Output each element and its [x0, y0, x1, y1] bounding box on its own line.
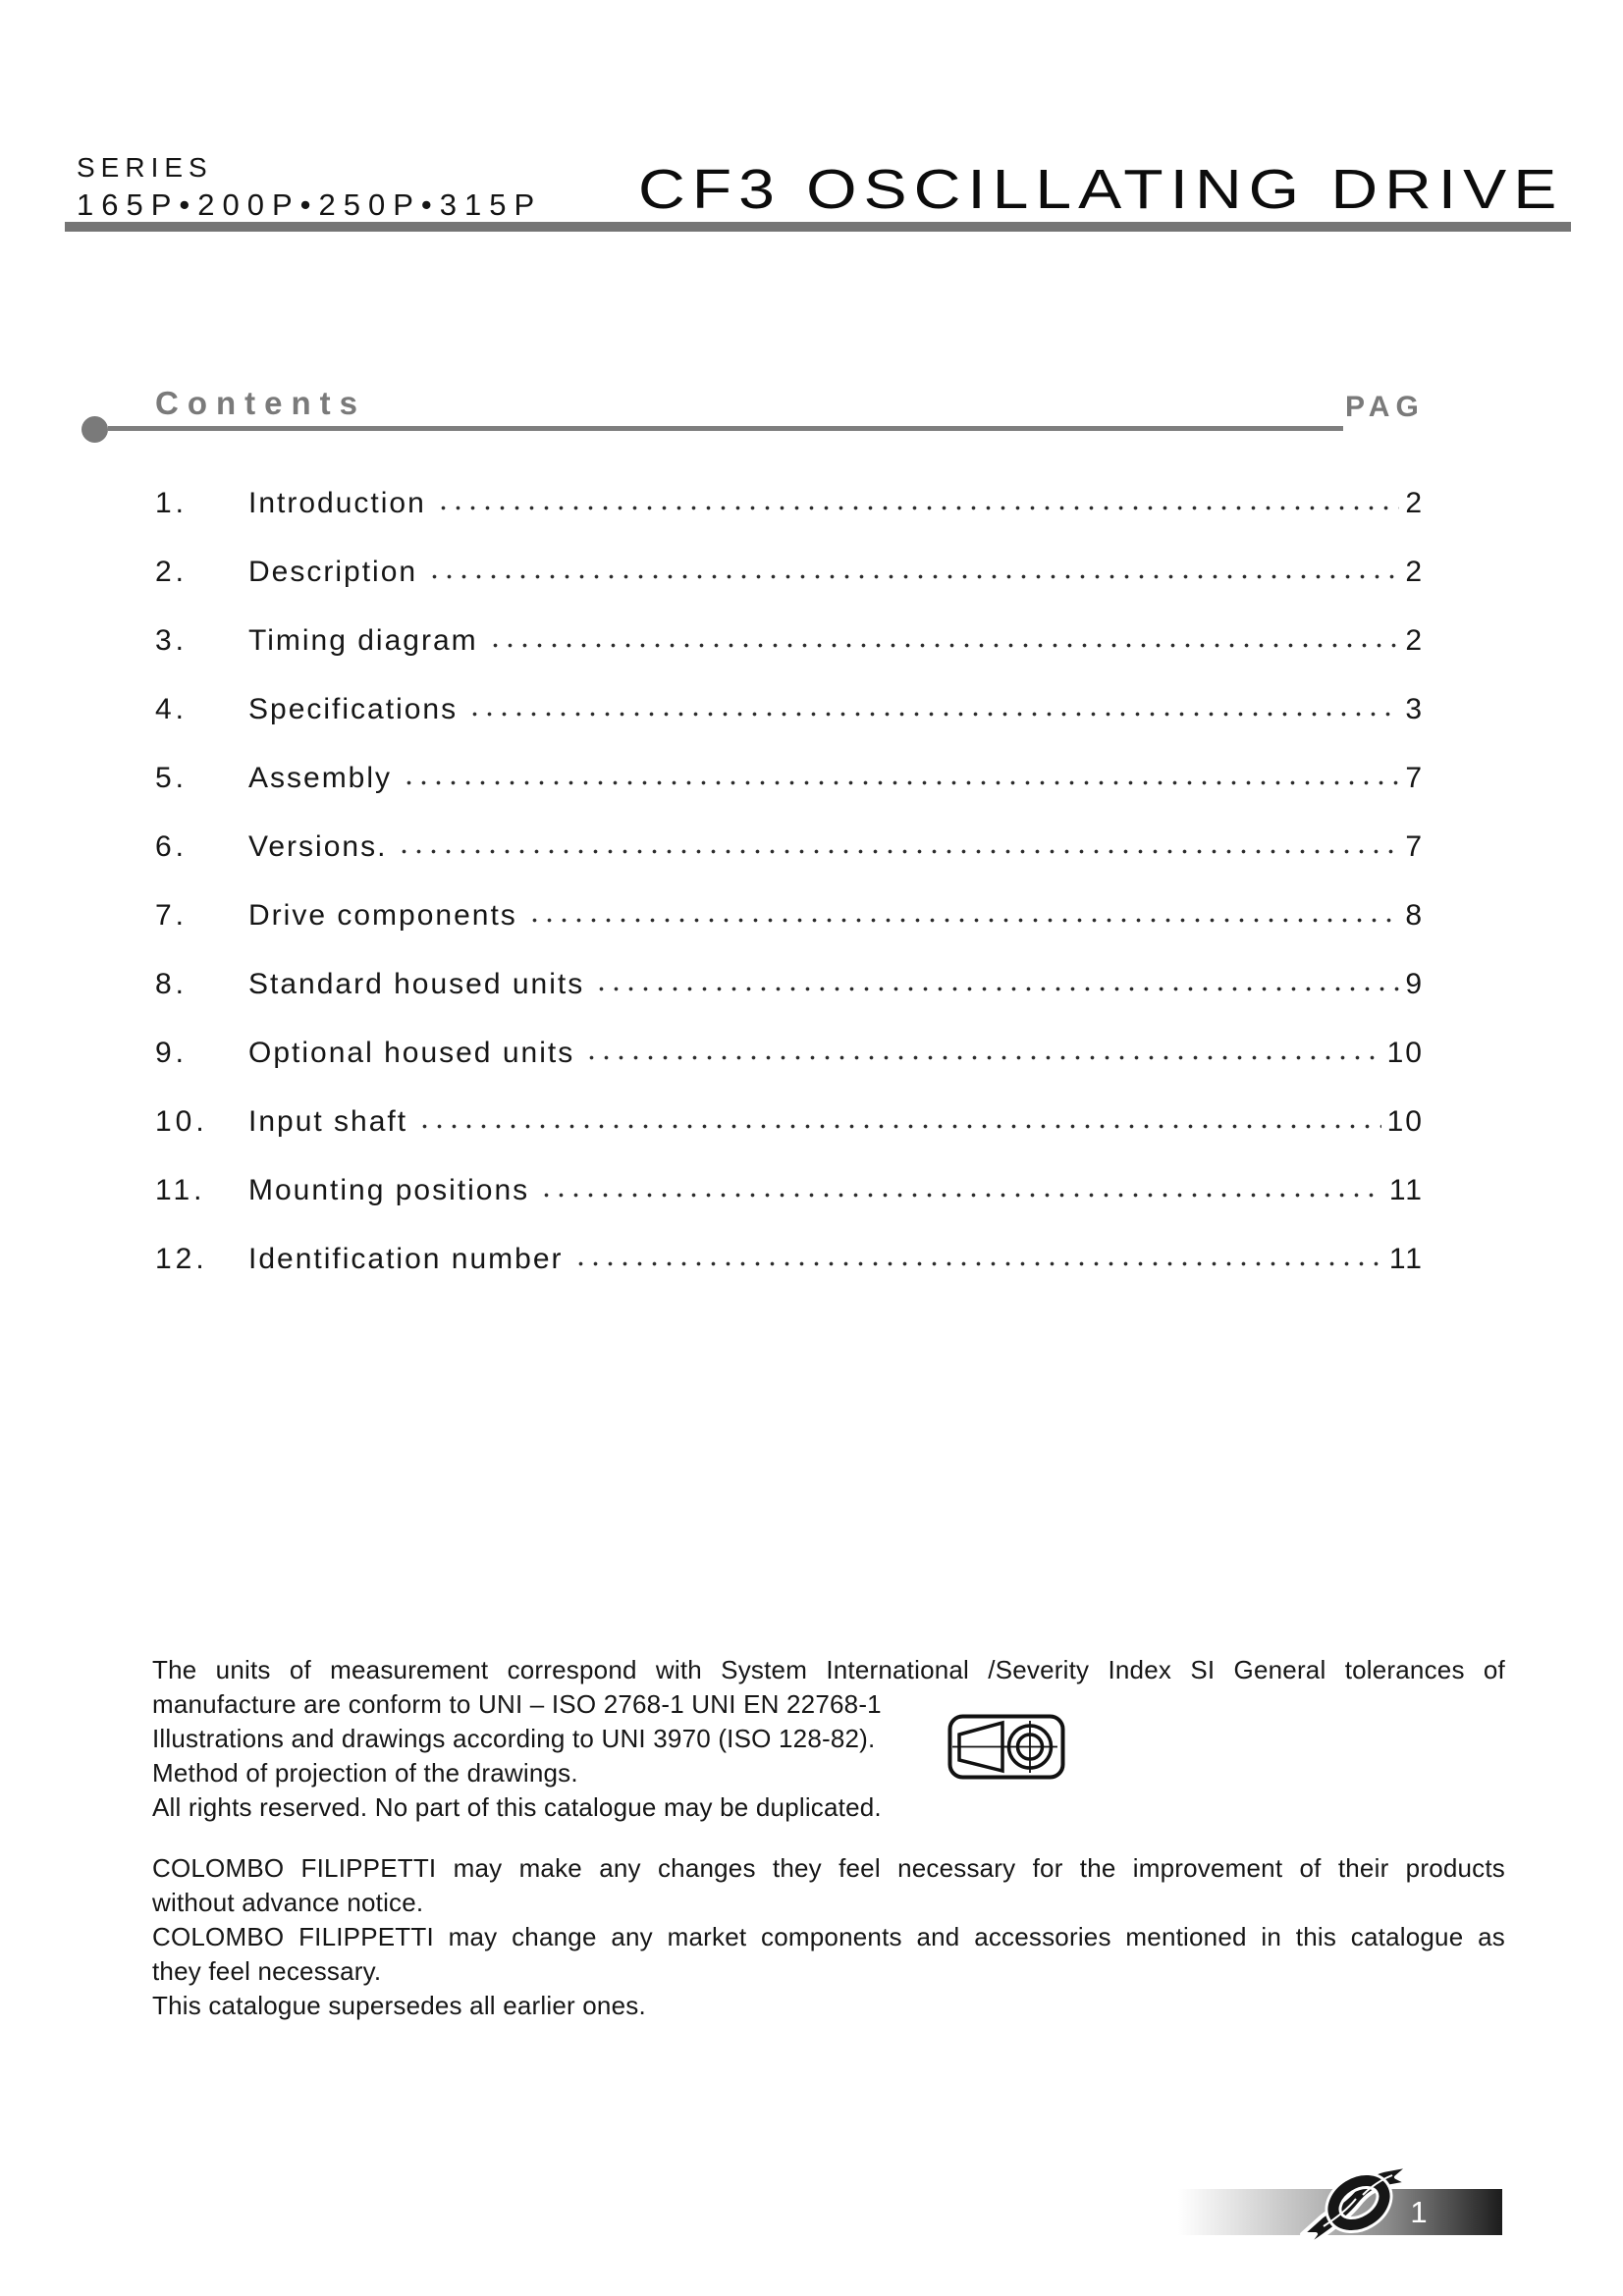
toc-dot-leader [402, 760, 1399, 795]
toc-number: 3. [155, 624, 189, 657]
toc-page-number: 11 [1388, 1174, 1424, 1206]
projection-method-icon [947, 1714, 1065, 1780]
paragraph-line: manufacture are conform to UNI – ISO 2768-1 UNI EN 22768-1 [152, 1689, 882, 1719]
toc-number: 11. [155, 1174, 206, 1206]
toc-page-number: 2 [1405, 487, 1424, 519]
toc-title: Mounting positions [248, 1174, 530, 1206]
toc-dot-leader [397, 828, 1399, 864]
toc-number: 4. [155, 693, 189, 725]
toc-title: Optional housed units [248, 1037, 575, 1069]
toc-number: 7. [155, 899, 189, 932]
toc-row [155, 966, 1424, 1001]
toc-number: 8. [155, 968, 189, 1000]
toc-title: Specifications [248, 693, 459, 725]
toc-row [155, 554, 1424, 589]
paragraph-line: This catalogue supersedes all earlier ones. [152, 1991, 646, 2020]
toc-page-number: 9 [1405, 968, 1424, 1000]
paragraph-line: they feel necessary. [152, 1956, 382, 1986]
toc-title: Versions. [248, 830, 388, 863]
toc-row [155, 1241, 1424, 1276]
toc-title: Input shaft [248, 1105, 408, 1138]
toc-number: 10. [155, 1105, 208, 1138]
series-models: 165P•200P•250P•315P [77, 187, 543, 222]
toc-dot-leader [573, 1241, 1383, 1276]
toc-row [155, 691, 1424, 726]
paragraph-line: Illustrations and drawings according to UNI 3970 (ISO 128-82). [152, 1724, 876, 1753]
toc-number: 12. [155, 1243, 208, 1275]
paragraph-line: All rights reserved. No part of this catalogue may be duplicated. [152, 1792, 882, 1822]
contents-rule [108, 426, 1343, 431]
toc-row [155, 897, 1424, 933]
notes-paragraph-2 [152, 1851, 1505, 2023]
toc-number: 5. [155, 762, 189, 794]
toc-dot-leader [584, 1035, 1380, 1070]
toc-page-number: 8 [1405, 899, 1424, 932]
paragraph-line: COLOMBO FILIPPETTI may make any changes they feel necessary for the improvement of their products [152, 1853, 1505, 1883]
page-title: CF3 OSCILLATING DRIVE [637, 158, 1563, 221]
toc-row [155, 760, 1424, 795]
header-rule [65, 222, 1571, 232]
toc-number: 2. [155, 556, 189, 588]
toc-title: Assembly [248, 762, 393, 794]
paragraph-line: The units of measurement correspond with System International /Severity Index SI General tolerances of [152, 1655, 1505, 1684]
toc-number: 9. [155, 1037, 189, 1069]
paragraph-line: COLOMBO FILIPPETTI may change any market components and accessories mentioned in this catalogue as [152, 1922, 1505, 1951]
paragraph-line: without advance notice. [152, 1888, 424, 1917]
toc-dot-leader [467, 691, 1399, 726]
toc-page-number: 10 [1386, 1037, 1424, 1069]
toc-page-number: 10 [1386, 1105, 1424, 1138]
toc-page-number: 11 [1388, 1243, 1424, 1275]
page-column-label: PAG [1345, 391, 1425, 423]
toc-dot-leader [539, 1172, 1383, 1207]
toc-title: Identification number [248, 1243, 564, 1275]
toc-title: Standard housed units [248, 968, 585, 1000]
toc-row [155, 622, 1424, 658]
series-label: SERIES [77, 152, 213, 183]
toc-number: 6. [155, 830, 189, 863]
toc-dot-leader [436, 485, 1400, 520]
toc-dot-leader [488, 622, 1400, 658]
toc-dot-leader [417, 1103, 1381, 1139]
toc-page-number: 7 [1405, 762, 1424, 794]
footer-page-number: 1 [1410, 2195, 1428, 2229]
toc-number: 1. [155, 487, 189, 519]
toc-title: Drive components [248, 899, 517, 932]
notes-paragraph-1 [152, 1653, 1505, 1825]
contents-heading: Contents [155, 385, 366, 421]
toc-page-number: 3 [1405, 693, 1424, 725]
toc-page-number: 2 [1405, 624, 1424, 657]
toc-row [155, 1103, 1424, 1139]
toc-dot-leader [527, 897, 1400, 933]
toc-title: Description [248, 556, 418, 588]
paragraph-line: Method of projection of the drawings. [152, 1758, 578, 1788]
toc-title: Timing diagram [248, 624, 478, 657]
toc-row [155, 485, 1424, 520]
toc-dot-leader [594, 966, 1399, 1001]
toc-dot-leader [427, 554, 1399, 589]
toc-page-number: 2 [1405, 556, 1424, 588]
toc-page-number: 7 [1405, 830, 1424, 863]
toc-row [155, 828, 1424, 864]
toc-title: Introduction [248, 487, 426, 519]
contents-bullet-icon [81, 416, 108, 443]
toc-row [155, 1035, 1424, 1070]
toc-row [155, 1172, 1424, 1207]
